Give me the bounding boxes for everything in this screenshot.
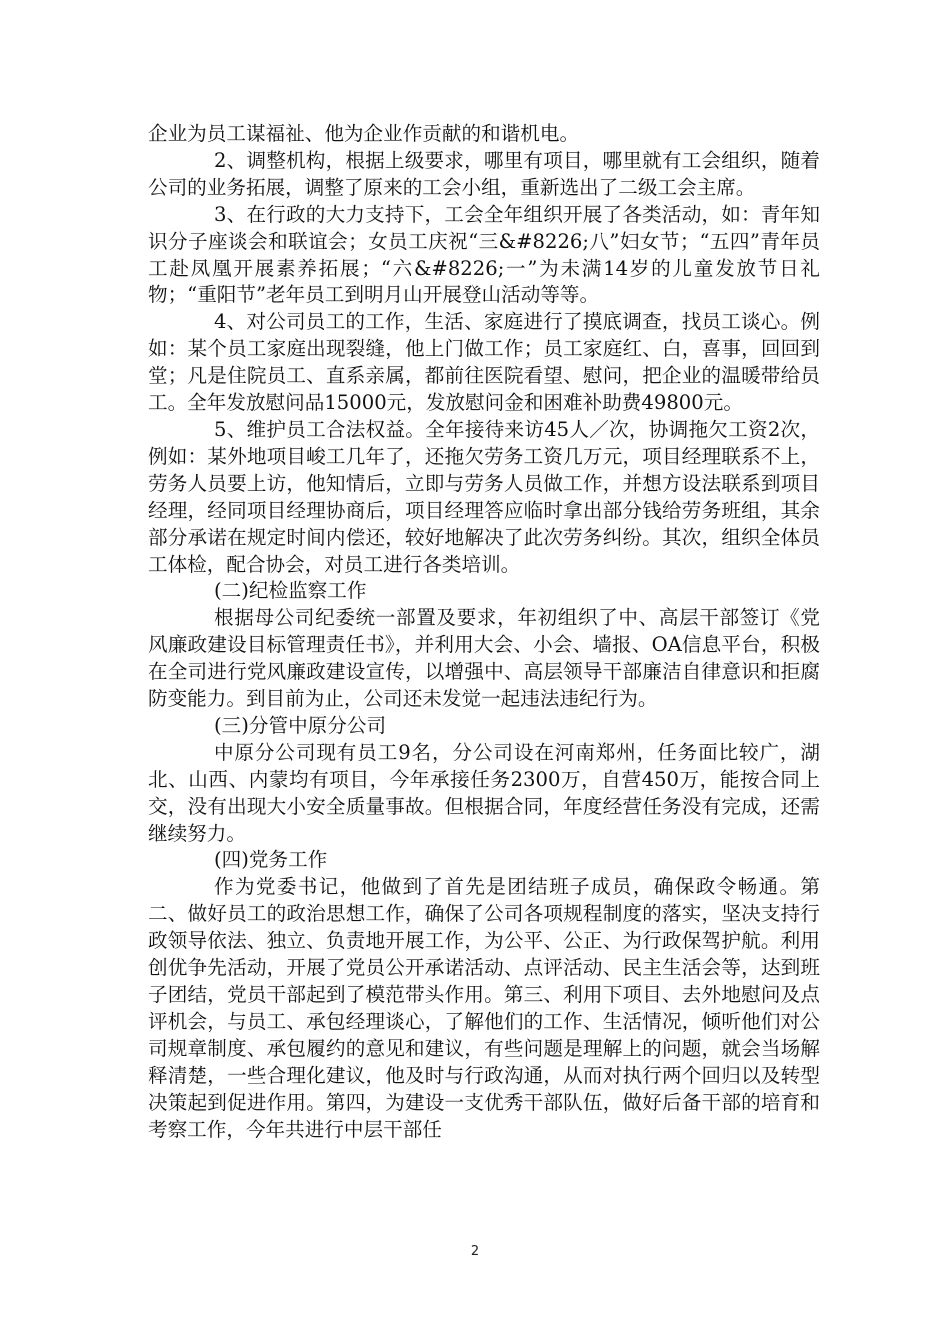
section-heading-party-affairs: (四)党务工作 (214, 848, 328, 872)
page-number: 2 (470, 1244, 480, 1259)
paragraph-union-restructure: 2、调整机构，根据上级要求，哪里有项目，哪里就有工会组织，随着公司的业务拓展，调整了原来的工会小组，重新选出了二级工会主席。 (148, 148, 820, 199)
document-body (148, 121, 820, 1143)
paragraph-discipline: 根据母公司纪委统一部置及要求，年初组织了中、高层干部签订《党风廉政建设目标管理责任书》，并利用大会、小会、墙报、OA信息平台，积极在全司进行党风廉政建设宣传，以增强中、高层领导干部廉洁自律意识和拒腐防变能力。到目前为止，公司还未发觉一起违法违纪行为。 (148, 606, 820, 711)
paragraph-employee-care: 4、对公司员工的工作，生活、家庭进行了摸底调查，找员工谈心。例如：某个员工家庭出现裂缝，他上门做工作；员工家庭红、白，喜事，回回到堂；凡是住院员工、直系亲属，都前往医院看望、慰问，把企业的温暖带给员工。全年发放慰问品15000元，发放慰问金和困难补助费49800元。 (148, 310, 820, 415)
section-heading-branch: (三)分管中原分公司 (214, 713, 387, 737)
paragraph-employee-rights: 5、维护员工合法权益。全年接待来访45人／次，协调拖欠工资2次，例如：某外地项目峻工几年了，还拖欠劳务工资几万元，项目经理联系不上，劳务人员要上访，他知情后，立即与劳务人员做工作，并想方设法联系到项目经理，经同项目经理协商后，项目经理答应临时拿出部分钱给劳务班组，其余部分承诺在规定时间内偿还，较好地解决了此次劳务纠纷。其次，组织全体员工体检，配合协会，对员工进行各类培训。 (148, 417, 820, 576)
section-heading-discipline: (二)纪检监察工作 (214, 579, 367, 603)
paragraph-branch: 中原分公司现有员工9名，分公司设在河南郑州，任务面比较广，湖北、山西、内蒙均有项目，今年承接任务2300万，自营450万，能按合同上交，没有出现大小安全质量事故。但根据合同，年度经营任务没有完成，还需继续努力。 (148, 740, 820, 845)
paragraph-continuation: 企业为员工谋福祉、他为企业作贡献的和谐机电。 (148, 122, 580, 145)
paragraph-party-affairs: 作为党委书记，他做到了首先是团结班子成员，确保政令畅通。第二、做好员工的政治思想工作，确保了公司各项规程制度的落实，坚决支持行政领导依法、独立、负责地开展工作，为公平、公正、为行政保驾护航。利用创优争先活动，开展了党员公开承诺活动、点评活动、民主生活会等，达到班子团结，党员干部起到了模范带头作用。第三、利用下项目、去外地慰问及点评机会，与员工、承包经理谈心，了解他们的工作、生活情况，倾听他们对公司规章制度、承包履约的意见和建议，有些问题是理解上的问题，就会当场解释清楚，一些合理化建议，他及时与行政沟通，从而对执行两个回归以及转型决策起到促进作用。第四，为建设一支优秀干部队伍，做好后备干部的培育和考察工作，今年共进行中层干部任 (148, 875, 820, 1141)
paragraph-union-activities: 3、在行政的大力支持下，工会全年组织开展了各类活动，如：青年知识分子座谈会和联谊会；女员工庆祝“三&#8226;八”妇女节；“五四”青年员工赴凤凰开展素养拓展；“六&#8226;一”为未满14岁的儿童发放节日礼物；“重阳节”老年员工到明月山开展登山活动等等。 (148, 202, 820, 307)
